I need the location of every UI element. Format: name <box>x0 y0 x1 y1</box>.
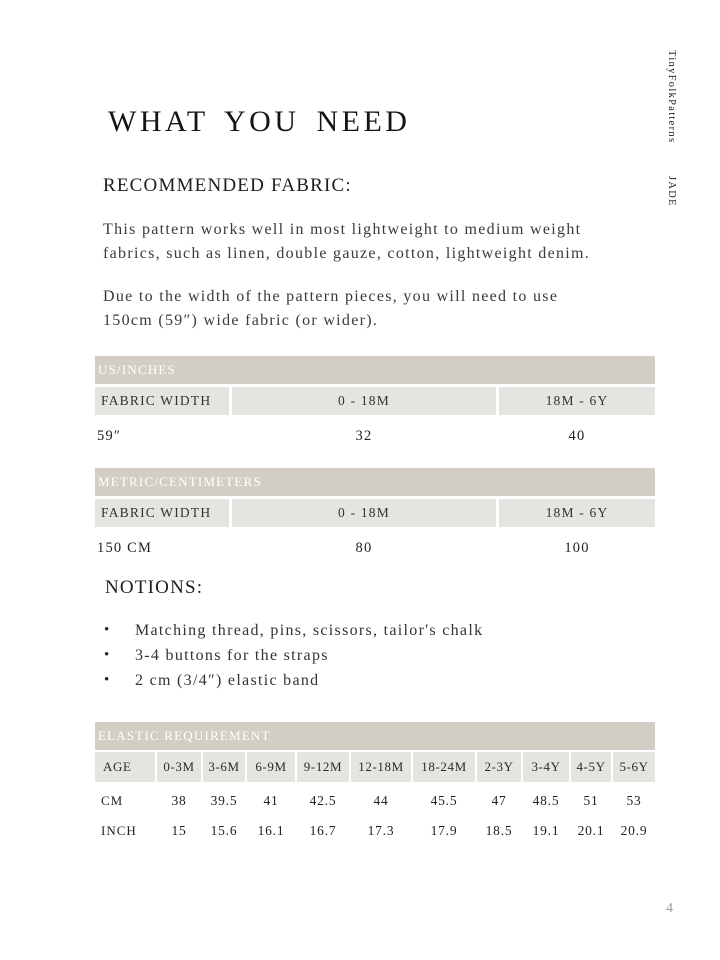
table-cell: 41 <box>263 793 279 808</box>
table-column-header-row <box>95 499 655 527</box>
table-cell: 17.9 <box>430 823 458 838</box>
row-label: AGE <box>95 752 155 782</box>
elastic-requirement-table <box>95 722 655 842</box>
fabric-table-metric-cm <box>95 468 655 558</box>
age-column-header: 2-3Y <box>477 752 521 782</box>
age-column-header: 18-24M <box>413 752 475 782</box>
table-row <box>95 538 655 558</box>
table-cell: 16.7 <box>309 823 337 838</box>
table-cell: 32 <box>355 428 373 444</box>
column-header: FABRIC WIDTH <box>95 499 229 527</box>
list-item <box>104 672 483 689</box>
table-cell: 39.5 <box>210 793 238 808</box>
inch-row <box>95 820 655 842</box>
table-header-bar: US/INCHES <box>95 356 655 384</box>
bullet-icon: • <box>104 622 110 638</box>
column-header: 0 - 18M <box>232 387 496 415</box>
age-column-header: 3-4Y <box>523 752 569 782</box>
column-header: 18M - 6Y <box>499 499 655 527</box>
column-header: 0 - 18M <box>232 499 496 527</box>
list-item-text: Matching thread, pins, scissors, tailor's chalk <box>135 622 484 639</box>
table-cell: 53 <box>626 793 642 808</box>
table-cell: 20.9 <box>620 823 648 838</box>
row-label: 59″ <box>97 428 122 444</box>
table-row <box>95 426 655 446</box>
list-item-text: 2 cm (3/4″) elastic band <box>135 672 320 689</box>
age-column-header: 0-3M <box>157 752 201 782</box>
table-cell: 19.1 <box>532 823 560 838</box>
table-cell: 100 <box>564 540 590 556</box>
table-cell: 51 <box>583 793 599 808</box>
paragraph-line: fabrics, such as linen, double gauze, cotton, lightweight denim. <box>103 245 591 262</box>
table-cell: 15.6 <box>210 823 238 838</box>
brand-vertical-text: TinyFolkPatterns <box>666 50 677 144</box>
table-cell: 15 <box>171 823 187 838</box>
age-column-header: 4-5Y <box>571 752 611 782</box>
age-column-header: 9-12M <box>297 752 349 782</box>
table-cell: 20.1 <box>577 823 605 838</box>
table-header-bar: METRIC/CENTIMETERS <box>95 468 655 496</box>
age-column-header: 5-6Y <box>613 752 655 782</box>
age-column-header: 12-18M <box>351 752 411 782</box>
fabric-table-us-inches <box>95 356 655 446</box>
notions-list <box>104 622 483 697</box>
age-column-header: 6-9M <box>247 752 295 782</box>
table-cell: 45.5 <box>430 793 458 808</box>
table-cell: 42.5 <box>309 793 337 808</box>
list-item <box>104 622 483 639</box>
table-cell: 38 <box>171 793 187 808</box>
table-header-bar: ELASTIC REQUIREMENT <box>95 722 655 750</box>
pattern-name-vertical-text: JADE <box>666 176 677 207</box>
table-cell: 17.3 <box>367 823 395 838</box>
paragraph-line: This pattern works well in most lightweight to medium weight <box>103 221 582 238</box>
cm-row <box>95 790 655 812</box>
age-column-header: 3-6M <box>203 752 245 782</box>
bullet-icon: • <box>104 647 110 663</box>
table-column-header-row <box>95 387 655 415</box>
age-header-row <box>95 752 655 782</box>
table-cell: 48.5 <box>532 793 560 808</box>
page-number: 4 <box>666 901 674 916</box>
row-label: CM <box>101 793 124 808</box>
column-header: FABRIC WIDTH <box>95 387 229 415</box>
list-item <box>104 647 483 664</box>
table-cell: 44 <box>373 793 389 808</box>
paragraph-line: 150cm (59″) wide fabric (or wider). <box>103 312 379 329</box>
paragraph-line: Due to the width of the pattern pieces, you will need to use <box>103 288 559 305</box>
fabric-width-paragraph <box>103 288 558 336</box>
table-cell: 40 <box>568 428 586 444</box>
table-cell: 16.1 <box>257 823 285 838</box>
list-item-text: 3-4 buttons for the straps <box>135 647 329 664</box>
fabric-description-paragraph <box>103 221 590 269</box>
table-cell: 47 <box>491 793 507 808</box>
notions-heading: NOTIONS: <box>105 577 204 598</box>
table-cell: 18.5 <box>485 823 513 838</box>
row-label: INCH <box>101 823 137 838</box>
recommended-fabric-heading: RECOMMENDED FABRIC: <box>103 175 352 196</box>
column-header: 18M - 6Y <box>499 387 655 415</box>
page-title: WHAT YOU NEED <box>108 105 411 138</box>
row-label: 150 CM <box>97 540 153 556</box>
bullet-icon: • <box>104 672 110 688</box>
table-cell: 80 <box>355 540 373 556</box>
